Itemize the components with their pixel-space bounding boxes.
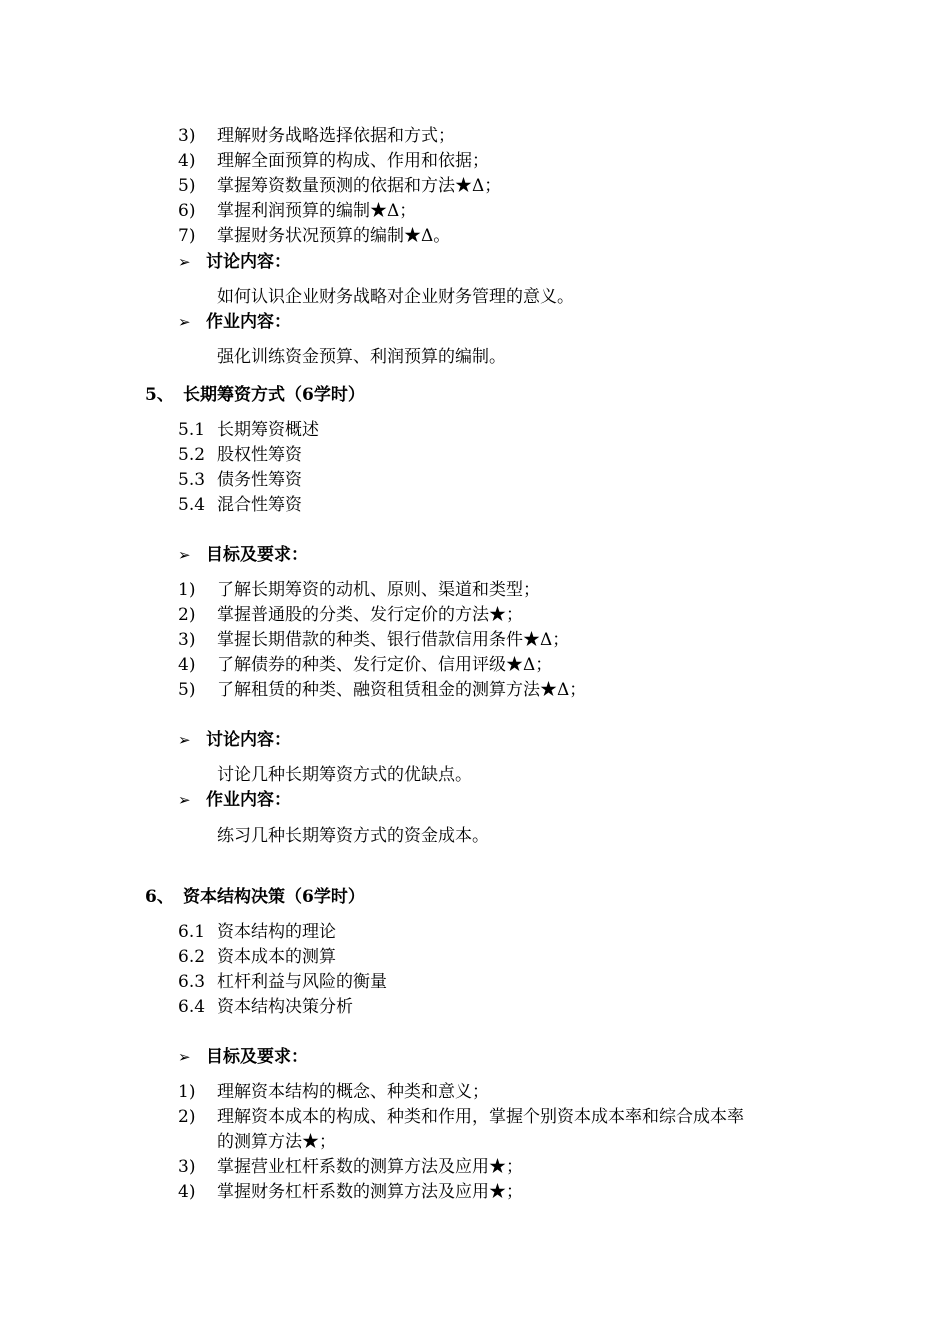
arrow-bullet-icon: ➢ [178,731,191,749]
arrow-bullet-icon: ➢ [178,791,191,809]
arrow-bullet-icon: ➢ [178,1048,191,1066]
arrow-bullet-icon: ➢ [178,253,191,271]
arrow-bullet-icon: ➢ [178,546,191,564]
arrow-bullet-icon: ➢ [178,313,191,331]
document-page: 3) 理解财务战略选择依据和方式； 4) 理解全面预算的构成、作用和依据； 5) 掌握筹资数量预测的依据和方法★Δ； 6) 掌握利润预算的编制★Δ； 7) 掌握财务状况预算的编制★Δ。 ➢ 讨论内容： 如何认识企业财务战略对企业财务管理的意义。 ➢ 作业内容： 强化训练资金预算、利润预算的编制。 5、 长期筹资方式（6学时） 5.1 长期筹资概述 5.2 股权性筹资 5.3 债务性筹资 5.4 混合性筹资 ➢ 目标及要求： 1) 了解长期筹资的动机、原则、渠道和类型； 2) 掌握普通股的分类、发行定价的方法★； 3) 掌握长期借款的种类、银行借款信用条件★Δ； 4) 了解债券的种类、发行定价、信用评级★Δ； 5) 了解租赁的种类、融资租赁租金的测算方法★Δ； ➢ 讨论内容： 讨论几种长期筹资方式的优缺点。 ➢ 作业内容： 练习几种长期筹资方式的资金成本。 6、 资本结构决策（6学时） 6.1 资本结构的理论 6.2 资本成本的测算 6.3 杠杆利益与风险的衡量 6.4 资本结构决策分析 ➢ 目标及要求： 1) 理解资本结构的概念、种类和意义； 2) 理解资本成本的构成、种类和作用，掌握个别资本成本率和综合成本率 的测算方法★； 3) 掌握营业杠杆系数的测算方法及应用★； 4) 掌握财务杠杆系数的测算方法及应用★； [145,126,744,1202]
